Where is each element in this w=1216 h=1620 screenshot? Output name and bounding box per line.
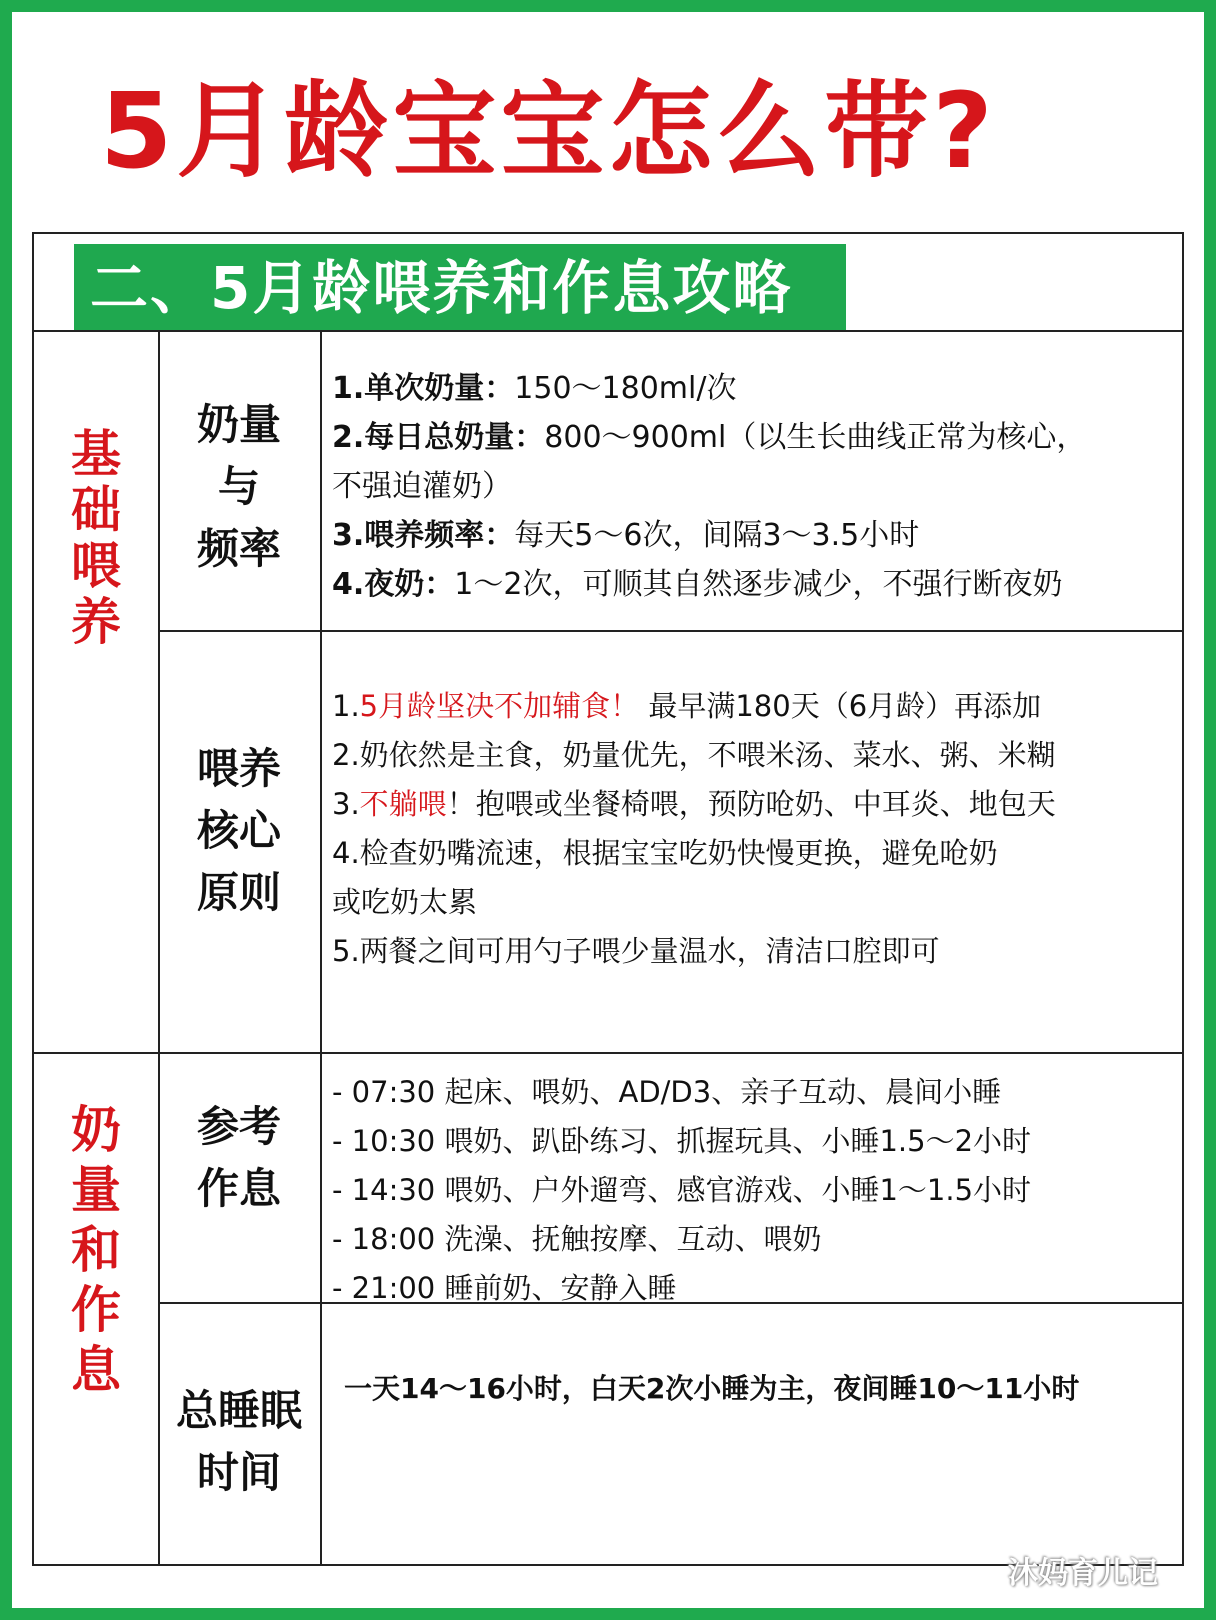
label-feeding-principles xyxy=(158,738,320,924)
label-line: 时间 xyxy=(196,1448,281,1497)
list-item: - 18:00 洗澡、抚触按摩、互动、喂奶 xyxy=(332,1222,822,1256)
list-item xyxy=(332,682,1056,731)
label-line: 与 xyxy=(217,462,260,511)
row-divider xyxy=(34,1052,1182,1054)
item-prefix: 2. xyxy=(332,738,360,772)
list-item xyxy=(332,413,1086,462)
list-item xyxy=(332,560,1086,609)
category-feeding-label: 基础喂养 xyxy=(71,425,121,651)
item-highlight: 5月龄坚决不加辅食！ xyxy=(359,689,640,723)
item-value: 1～2次，可顺其自然逐步减少，不强行断夜奶 xyxy=(454,567,1063,602)
item-key: 4.夜奶： xyxy=(332,567,455,602)
list-item: - 21:00 睡前奶、安静入睡 xyxy=(332,1271,677,1305)
item-prefix: 4. xyxy=(332,836,360,870)
list-item xyxy=(332,878,1056,927)
item-highlight: 不躺喂 xyxy=(359,787,447,821)
info-table xyxy=(32,232,1184,1566)
label-reference-routine xyxy=(158,1096,320,1220)
item-text: 或吃奶太累 xyxy=(332,885,478,919)
row-divider xyxy=(158,630,1182,632)
category-schedule xyxy=(36,1100,156,1400)
watermark: 沐妈育儿记 xyxy=(1008,1556,1158,1591)
list-item xyxy=(332,927,1056,976)
item-text: 最早满180天（6月龄）再添加 xyxy=(639,689,1042,723)
item-key: 3.喂养频率： xyxy=(332,518,515,553)
label-milk-frequency xyxy=(158,394,320,580)
item-key: 2.每日总奶量： xyxy=(332,420,545,455)
label-total-sleep xyxy=(158,1380,320,1504)
item-value: 不强迫灌奶） xyxy=(332,469,512,504)
list-item xyxy=(332,364,1086,413)
category-schedule-label: 奶量和作息 xyxy=(71,1101,121,1399)
label-line: 原则 xyxy=(196,868,281,917)
label-line: 作息 xyxy=(196,1164,281,1213)
list-item: - 14:30 喂奶、户外遛弯、感官游戏、小睡1～1.5小时 xyxy=(332,1173,1032,1207)
label-line: 喂养 xyxy=(196,744,281,793)
item-text: 检查奶嘴流速，根据宝宝吃奶快慢更换，避免呛奶 xyxy=(359,836,998,870)
principles-content xyxy=(332,682,1056,976)
milk-content xyxy=(332,364,1086,609)
item-text: ！抱喂或坐餐椅喂，预防呛奶、中耳炎、地包天 xyxy=(446,787,1056,821)
page-title: 5月龄宝宝怎么带? xyxy=(100,70,997,192)
item-value: 每天5～6次，间隔3～3.5小时 xyxy=(514,518,920,553)
list-item xyxy=(332,511,1086,560)
row-divider xyxy=(34,330,1182,332)
sleep-content xyxy=(344,1364,1079,1413)
item-value: 800～900ml（以生长曲线正常为核心， xyxy=(544,420,1087,455)
item-prefix: 5. xyxy=(332,934,360,968)
item-text: 两餐之间可用勺子喂少量温水，清洁口腔即可 xyxy=(359,934,940,968)
label-line: 总睡眠 xyxy=(175,1386,302,1435)
sleep-text: 一天14～16小时，白天2次小睡为主，夜间睡10～11小时 xyxy=(344,1372,1080,1405)
item-value: 150～180ml/次 xyxy=(514,371,737,406)
item-prefix: 3. xyxy=(332,787,360,821)
category-feeding xyxy=(36,426,156,650)
section-banner: 二、5月龄喂养和作息攻略 xyxy=(74,244,846,332)
label-line: 参考 xyxy=(196,1102,281,1151)
list-item xyxy=(332,462,1086,511)
list-item xyxy=(332,829,1056,878)
label-line: 频率 xyxy=(196,524,281,573)
col-divider xyxy=(320,330,322,1566)
item-prefix: 1. xyxy=(332,689,360,723)
list-item: - 10:30 喂奶、趴卧练习、抓握玩具、小睡1.5～2小时 xyxy=(332,1124,1032,1158)
routine-content xyxy=(332,1068,1031,1313)
list-item xyxy=(332,731,1056,780)
label-line: 奶量 xyxy=(196,400,281,449)
list-item xyxy=(332,780,1056,829)
item-text: 奶依然是主食，奶量优先，不喂米汤、菜水、粥、米糊 xyxy=(359,738,1056,772)
list-item: - 07:30 起床、喂奶、AD/D3、亲子互动、晨间小睡 xyxy=(332,1075,1002,1109)
item-key: 1.单次奶量： xyxy=(332,371,515,406)
label-line: 核心 xyxy=(196,806,281,855)
